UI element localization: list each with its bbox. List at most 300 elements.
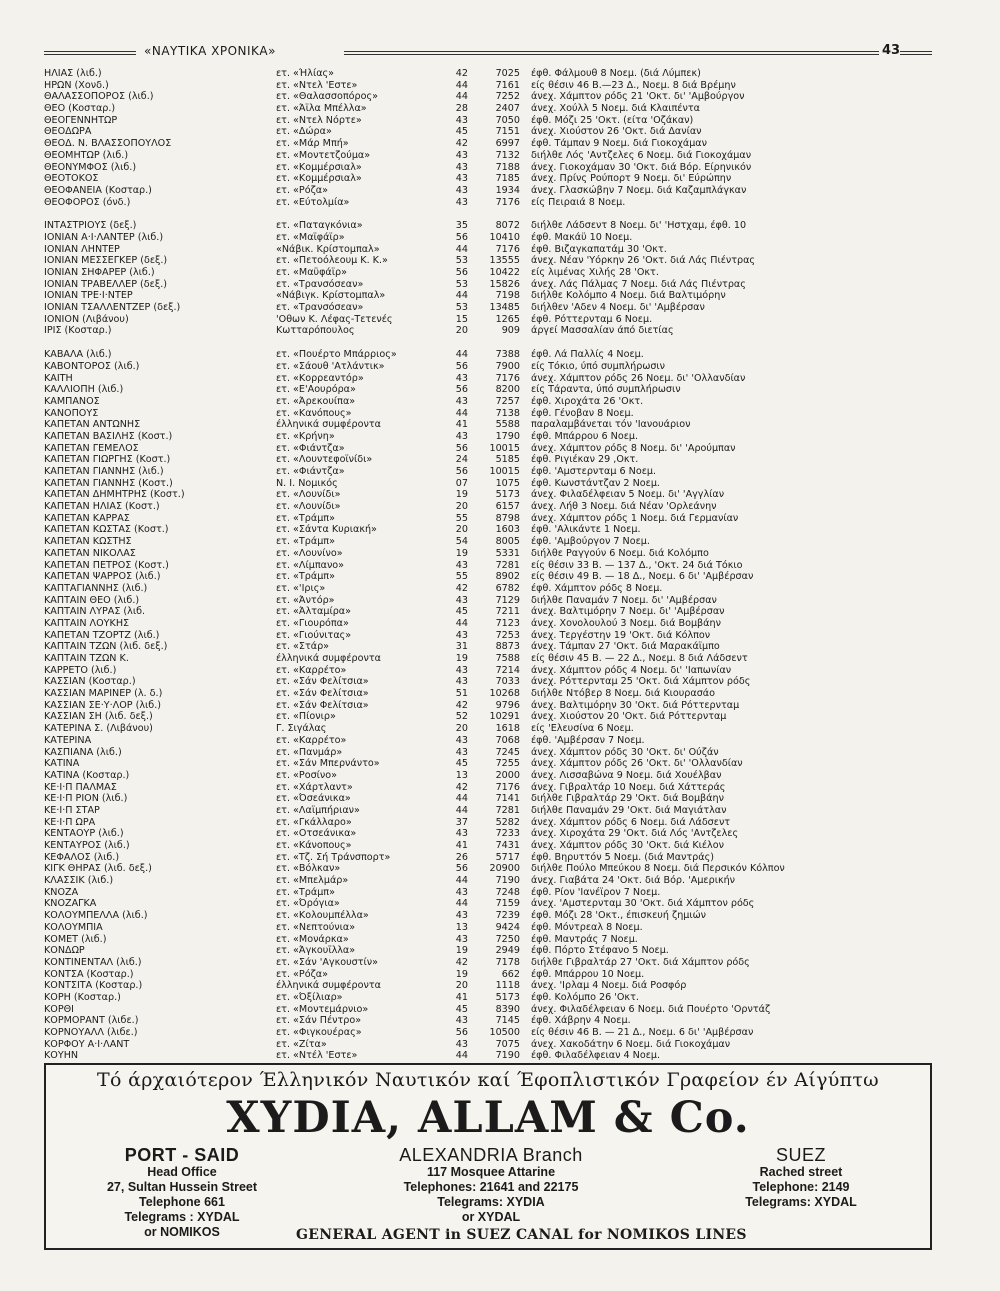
ship-name: ΘΕΟΔ. Ν. ΒΛΑΣΣΟΠΟΥΛΟΣ: [44, 138, 172, 150]
tonnage: 2949: [495, 945, 520, 957]
ship-row: [44, 255, 932, 267]
ship-name: ΚΑΡΡΕΤΟ (λιб.): [44, 664, 117, 676]
owner: ετ. «Μονάρκα»: [276, 933, 349, 945]
voyage-status: άνεχ. Λήθ 3 Νοεμ. διά Νέαν 'Ορλεάνην: [531, 501, 717, 513]
ship-name: ΚΑΠΕΤΑΝ ΓΙΑΝΝΗΣ (Κοστ.): [44, 477, 173, 489]
ship-row: [44, 244, 932, 256]
owner: ετ. «Γιουρόπα»: [276, 617, 349, 629]
tonnage: 7211: [495, 606, 520, 618]
voyage-status: έφθ. Μπάρρου 10 Νοεμ.: [531, 968, 645, 980]
build-year: 28: [455, 103, 468, 115]
ship-name: ΚΟΡΦΟΥ Α·Ι·ΛΑΝΤ: [44, 1038, 130, 1050]
build-year: 19: [455, 547, 468, 559]
owner: ετ. «Άγκουΐλλα»: [276, 945, 356, 957]
voyage-status: έφθ. Μόντρεαλ 8 Νοεμ.: [531, 921, 643, 933]
owner: ετ. «Σάν 'Αγκουστίν»: [276, 956, 379, 968]
voyage-status: άνεχ. Φιλαδέλφειαν 5 Νοεμ. δι' 'Αγγλίαν: [531, 489, 725, 501]
voyage-status: άνεχ. Χάμπτον ρόδς 26 Νοεμ. δι' 'Ολλανδίαν: [531, 372, 746, 384]
tonnage: 7075: [495, 1038, 520, 1050]
voyage-status: έφθ. Μόζι 28 'Οκτ., έπισκευή ζημιών: [531, 910, 707, 922]
ship-name: ΚΕ·Ι·Π ΡΙΟΝ (λιб.): [44, 793, 128, 805]
build-year: 43: [455, 676, 468, 688]
ship-name: ΚΑΠΕΤΑΝ ΔΗΜΗΤΡΗΣ (Κοστ.): [44, 489, 185, 501]
tonnage: 7176: [495, 243, 520, 255]
tonnage: 10410: [489, 231, 520, 243]
build-year: 20: [455, 325, 468, 337]
ship-name: ΘΕΟΦΟΡΟΣ (όνδ.): [44, 196, 131, 208]
owner: ετ. «Σάν Πέντρο»: [276, 1015, 362, 1027]
build-year: 45: [455, 606, 468, 618]
build-year: 54: [455, 536, 468, 548]
ship-name: ΚΑΠΕΤΑΝ ΝΙΚΟΛΑΣ: [44, 547, 136, 559]
tonnage: 10422: [489, 267, 520, 278]
build-year: 45: [455, 1003, 468, 1015]
owner: ετ. «Τράμπ»: [276, 571, 335, 583]
ship-name: ΚΑΜΠΑΝΟΣ: [44, 395, 100, 407]
ship-row: [44, 863, 932, 875]
build-year: 43: [455, 161, 468, 173]
ship-name: ΚΑΠΕΤΑΝ ΓΕΜΕΛΟΣ: [44, 442, 139, 454]
ship-row: [44, 630, 932, 642]
voyage-status: έφθ. Γένοβαν 8 Νοεμ.: [531, 407, 634, 419]
build-year: 53: [455, 278, 468, 290]
voyage-status: διήλθε Παναμάν 7 Νοεμ. δι' 'Αμβέρσαν: [531, 594, 717, 606]
ship-name: ΚΕ·Ι·Π ΣΤΑΡ: [44, 804, 100, 816]
tonnage: 6997: [495, 138, 520, 150]
ad-line: Telegrams: XYDIA: [437, 1195, 545, 1209]
owner: ετ. «Μπελμάρ»: [276, 875, 349, 887]
ship-row: [44, 361, 932, 373]
ship-name: ΚΝΟΖΑ: [44, 886, 79, 898]
owner: ετ. «Καρρέτο»: [276, 734, 347, 746]
tonnage: 5173: [495, 991, 520, 1003]
voyage-status: είς θέσιν 46 Β. — 21 Δ., Νοεμ. 6 δι' 'Αμβέρσαν: [531, 1027, 754, 1038]
voyage-status: είς 'Ελευσίνα 6 Νοεμ.: [531, 723, 634, 735]
ship-row: [44, 747, 932, 759]
tonnage: 7190: [495, 875, 520, 887]
ship-row: [44, 840, 932, 852]
owner: ετ. «Μοντεμάρνιο»: [276, 1003, 369, 1015]
ship-name: ΚΑΣΣΙΑΝ ΣΗ (λιб. δεξ.): [44, 711, 153, 723]
tonnage: 10268: [489, 688, 520, 700]
ship-row: [44, 887, 932, 899]
build-year: 56: [455, 466, 468, 477]
owner: ετ. «Μάρ Μπή»: [276, 138, 349, 150]
build-year: 44: [455, 79, 468, 91]
owner: Κωτταρόπουλος: [276, 325, 355, 337]
ship-row: [44, 431, 932, 443]
ad-alexandria-title: ALEXANDRIA Branch: [399, 1145, 583, 1165]
owner: ετ. «Λουνίνο»: [276, 547, 343, 559]
voyage-status: άνεχ. Χάμπτον ρόδς 26 'Οκτ. δι' 'Ολλανδίαν: [531, 758, 743, 770]
owner: ετ. «Ντελ Νόρτε»: [276, 114, 362, 126]
ship-name: ΚΑΠΕΤΑΝ ΚΩΣΤΗΣ: [44, 536, 132, 548]
ship-name: ΘΕΟΜΗΤΩΡ (λιб.): [44, 149, 129, 161]
voyage-status: είς θέσιν 46 Β.—23 Δ., Νοεμ. 8 διά Βρέμην: [531, 79, 736, 91]
owner: ετ. «Μαϋφάϊρ»: [276, 267, 347, 278]
voyage-status: έφθ. Μακάϋ 10 Νοεμ.: [531, 231, 633, 243]
owner: Ν. Ι. Νομικός: [276, 477, 338, 489]
tonnage: 7129: [495, 594, 520, 606]
voyage-status: έφθ. Φάλμουθ 8 Νοεμ. (διά Λύμπεκ): [531, 68, 701, 79]
ad-line: Telegrams : XYDAL: [124, 1210, 240, 1224]
build-year: 07: [455, 477, 468, 489]
ship-row: [44, 536, 932, 548]
ship-row: [44, 396, 932, 408]
voyage-status: διήλθε Γιβραλτάρ 29 'Οκτ. διά Βομβάην: [531, 793, 724, 805]
ship-name: ΚΑΤΙΝΑ: [44, 758, 80, 770]
ad-line: 27, Sultan Hussein Street: [106, 1180, 258, 1194]
tonnage: 7176: [495, 372, 520, 384]
tonnage: 10500: [489, 1027, 520, 1038]
ship-name: ΚΟΝΤΣΙΤΑ (Κοσταρ.): [44, 980, 143, 992]
ship-row: [44, 898, 932, 910]
ship-name: ΘΕΟΔΩΡΑ: [44, 126, 92, 138]
tonnage: 7245: [495, 746, 520, 758]
owner: 'Οθων Κ. Λέφας-Τετενές: [276, 313, 393, 325]
ship-name: ΘΕΟΤΟΚΟΣ: [44, 173, 99, 185]
tonnage: 7255: [495, 758, 520, 770]
build-year: 43: [455, 1038, 468, 1050]
ad-line: Telegrams: XYDAL: [745, 1195, 857, 1209]
tonnage: 7159: [495, 898, 520, 910]
tonnage: 7252: [495, 91, 520, 103]
voyage-status: άνεχ. Γιοκοχάμαν 30 'Οκτ. διά Βόρ. Είρηνικόν: [531, 161, 752, 173]
tonnage: 15826: [489, 278, 520, 290]
ship-row: [44, 524, 932, 536]
tonnage: 10015: [489, 442, 520, 454]
tonnage: 7388: [495, 349, 520, 361]
voyage-status: είς θέσιν 45 Β. — 22 Δ., Νοεμ. 8 διά Λάδσεντ: [531, 653, 748, 664]
owner: ετ. «Τρανσόσεαν»: [276, 278, 364, 290]
owner: ετ. «Πίονιρ»: [276, 711, 336, 723]
voyage-status: άνεχ. 'Αμστερνταμ 30 'Οκτ. διά Χάμπτον ρόδς: [531, 898, 755, 910]
tonnage: 7233: [495, 828, 520, 840]
voyage-status: έφθ. Μόζι 25 'Οκτ. (είτα 'Οζάκαν): [531, 114, 694, 126]
tonnage: 7138: [495, 407, 520, 419]
owner: ετ. «Κανόπους»: [276, 407, 352, 419]
owner: ετ. «Θαλασσοπόρος»: [276, 91, 378, 103]
voyage-status: έφθ. Χάβρην 4 Νοεμ.: [531, 1015, 631, 1027]
ship-name: ΚΟΡΝΟΥΑΛΛ (λιбε.): [44, 1027, 138, 1038]
tonnage: 7068: [495, 734, 520, 746]
owner: ετ. «Μοντετζούμα»: [276, 149, 371, 161]
build-year: 31: [455, 641, 468, 653]
ship-row: [44, 957, 932, 969]
ship-row: [44, 232, 932, 244]
voyage-status: άνεχ. Βαλτιμόρην 30 'Οκτ. διά Ρόττερνταμ: [531, 699, 740, 711]
voyage-status: διήλθε Λάδσεντ 8 Νοεμ. δι' 'Ηστχαμ, έφθ. 10: [531, 220, 747, 232]
ship-name: ΚΟΡΘΙ: [44, 1003, 75, 1015]
ship-row: [44, 723, 932, 735]
owner: ετ. «Φιάντζα»: [276, 442, 345, 454]
tonnage: 7214: [495, 664, 520, 676]
voyage-status: παραλαμβάνεται τόν 'Ιανουάριον: [531, 419, 691, 431]
voyage-status: είς θέσιν 33 Β. — 137 Δ., 'Οκτ. 24 διά Τόκιο: [531, 559, 743, 571]
owner: ετ. «Στάρ»: [276, 641, 330, 653]
ship-name: ΙΟΝΙΑΝ ΤΡΑΒΕΛΛΕΡ (δεξ.): [44, 278, 167, 290]
voyage-status: έφθ. Βηρυττόν 5 Νοεμ. (διά Μαντράς): [531, 851, 714, 863]
ship-name: ΘΕΟΓΕΝΝΗΤΩΡ: [44, 114, 118, 126]
build-year: 52: [455, 711, 468, 723]
voyage-status: διήλθε Γιβραλτάρ 27 'Οκτ. διά Χάμπτον ρόδς: [531, 956, 750, 968]
owner: ετ. «Σάν Φελίτσια»: [276, 699, 369, 711]
ship-row: [44, 68, 932, 80]
ship-row: [44, 302, 932, 314]
tonnage: 6157: [495, 501, 520, 513]
ship-name: ΚΑΠΕΤΑΝ ΓΙΑΝΝΗΣ (λιб.): [44, 466, 164, 477]
voyage-status: είς λιμένας Χιλής 28 'Οκτ.: [531, 267, 659, 278]
ship-row: [44, 138, 932, 150]
build-year: 44: [455, 91, 468, 103]
ship-name: ΚΑΠΕΤΑΝ ΨΑΡΡΟΣ (λιб.): [44, 571, 161, 583]
voyage-status: έφθ. 'Αμβούργον 7 Νοεμ.: [531, 536, 650, 548]
voyage-status: άργεί Μασσαλίαν άπό διετίας: [531, 325, 674, 337]
build-year: 43: [455, 828, 468, 840]
ad-line: or NOMIKOS: [144, 1225, 220, 1239]
build-year: 45: [455, 126, 468, 138]
voyage-status: έφθ. Μπάρρου 6 Νοεμ.: [531, 430, 639, 442]
owner: ετ. «Άντόρ»: [276, 594, 335, 606]
tonnage: 7050: [495, 114, 520, 126]
build-year: 19: [455, 968, 468, 980]
owner: «Νάβιγκ. Κρίστομπαλ»: [276, 290, 386, 302]
ad-tagline: Τό άρχαιότερον Έλληνικόν Ναυτικόν καί Έφοπλιστικόν Γραφείον έν Αίγύπτω: [97, 1069, 879, 1091]
owner: ετ. «Σάν Φελίτσια»: [276, 688, 369, 700]
voyage-status: έφθ. Ριγιέκαν 29 ,Οκτ.: [531, 454, 639, 466]
voyage-status: άνεχ. Τάμπαν 27 'Οκτ. διά Μαρακάϊμπο: [531, 641, 720, 653]
voyage-status: άνεχ. Χάμπτον ρόδς 8 Νοεμ. δι' 'Αρούμπαν: [531, 442, 736, 454]
tonnage: 7198: [495, 290, 520, 302]
voyage-status: έφθ. Χάμπτον ρόδς 8 Νοεμ.: [531, 582, 663, 594]
ship-row: [44, 934, 932, 946]
voyage-status: άνεχ. Χιροχάτα 29 'Οκτ. διά Λός 'Αντζελες: [531, 828, 739, 840]
ship-row: [44, 1027, 932, 1039]
tonnage: 7190: [495, 1050, 520, 1062]
build-year: 43: [455, 559, 468, 571]
owner: Γ. Σιγάλας: [276, 723, 327, 735]
ship-row: [44, 700, 932, 712]
ad-suez: [706, 1145, 896, 1210]
voyage-status: άνεχ. Χάμπτον ρόδς 6 Νοεμ. διά Λάδσεντ: [531, 816, 731, 828]
build-year: 42: [455, 781, 468, 793]
tonnage: 7185: [495, 173, 520, 185]
owner: ετ. «Παταγκόνια»: [276, 220, 363, 232]
owner: ετ. «Τράμπ»: [276, 536, 335, 548]
build-year: 41: [455, 419, 468, 431]
ship-name: ΚΑΣΣΙΑΝ ΣΕ·Υ·ΛΟΡ (λιб.): [44, 699, 162, 711]
build-year: 26: [455, 851, 468, 863]
owner: ετ. «Άλταμίρα»: [276, 606, 351, 618]
tonnage: 7281: [495, 559, 520, 571]
tonnage: 7176: [495, 196, 520, 208]
ad-suez-title: SUEZ: [775, 1145, 826, 1165]
ship-name: ΚΕΝΤΑΟΥΡ (λιб.): [44, 828, 124, 840]
owner: ετ. «Λουνίδι»: [276, 501, 341, 513]
ship-row: [44, 922, 932, 934]
build-year: 15: [455, 313, 468, 325]
tonnage: 7123: [495, 617, 520, 629]
voyage-status: άνεχ. Γιαβάτα 24 'Οκτ. διά Βόρ. 'Αμερικήν: [531, 875, 736, 887]
tonnage: 13485: [489, 302, 520, 314]
voyage-status: διήλθε Ντόβερ 8 Νοεμ. διά Κιουρασάο: [531, 688, 715, 700]
tonnage: 7141: [495, 793, 520, 805]
tonnage: 7248: [495, 886, 520, 898]
owner: ετ. «Γκάλλαρο»: [276, 816, 352, 828]
ship-row: [44, 817, 932, 829]
voyage-status: άνεχ. Λάς Πάλμας 7 Νοεμ. διά Λάς Πιέντρας: [531, 278, 746, 290]
tonnage: 13555: [489, 255, 520, 267]
build-year: 43: [455, 664, 468, 676]
tonnage: 7431: [495, 840, 520, 851]
voyage-status: άνεχ. Πρίνς Ρούπορτ 9 Νοεμ. δι' Εύρώπην: [531, 173, 732, 185]
owner: ετ. «Κομμέρσιαλ»: [276, 173, 362, 185]
voyage-status: διήλθε Λός 'Αντζελες 6 Νοεμ. διά Γιοκοχάμαν: [531, 149, 752, 161]
owner: ετ. «Τράμπ»: [276, 512, 335, 524]
tonnage: 1618: [495, 723, 520, 735]
owner: «Νάβικ. Κρίστομπαλ»: [276, 243, 380, 255]
build-year: 41: [455, 991, 468, 1003]
ship-name: ΚΑΠΕΤΑΝ ΓΙΩΡΓΗΣ (Κοστ.): [44, 454, 171, 466]
voyage-status: έφθ. Φιλαδέλφειαν 4 Νοεμ.: [531, 1050, 661, 1062]
tonnage: 9424: [495, 921, 520, 933]
voyage-status: διήλθε Κολόμπο 4 Νοεμ. διά Βαλτιμόρην: [531, 290, 726, 302]
tonnage: 1075: [495, 477, 520, 489]
ship-name: ΚΑΠΕΤΑΝ ΚΑΡΡΑΣ: [44, 512, 130, 524]
build-year: 56: [455, 360, 468, 372]
build-year: 43: [455, 114, 468, 126]
ship-name: ΚΟΛΟΥΜΠΙΑ: [44, 921, 103, 933]
voyage-status: έφθ. Πόρτο Στέφανο 5 Νοεμ.: [531, 945, 669, 957]
ship-name: ΚΟΝΤΣΑ (Κοσταρ.): [44, 968, 134, 980]
build-year: 44: [455, 804, 468, 816]
ad-brand: XYDIA, ALLAM & Co.: [226, 1093, 750, 1143]
ad-port-said: [82, 1145, 282, 1240]
tonnage: 9796: [495, 699, 520, 711]
owner: έλληνικά συμφέροντα: [276, 980, 381, 992]
voyage-status: άνεχ. Χιούστον 20 'Οκτ. διά Ρόττερνταμ: [531, 711, 727, 723]
voyage-status: άνεχ. Νέαν 'Υόρκην 26 'Οκτ. διά Λάς Πιέντρας: [531, 255, 756, 267]
build-year: 44: [455, 1050, 468, 1062]
build-year: 56: [455, 384, 468, 396]
ship-name: ΚΕΦΑΛΟΣ (λιб.): [44, 851, 120, 863]
build-year: 43: [455, 594, 468, 606]
build-year: 43: [455, 746, 468, 758]
ad-line: Telephone 661: [139, 1195, 225, 1209]
owner: ετ. «Λουντεφοϊνίδι»: [276, 454, 373, 466]
ship-name: ΚΑΠΤΑΙΝ ΤΖΩΝ (λιб. δεξ.): [44, 641, 168, 653]
advertisement: [44, 1063, 932, 1250]
build-year: 43: [455, 886, 468, 898]
build-year: 20: [455, 723, 468, 735]
ship-name: ΚΑΠΤΑΙΝ ΘΕΟ (λιб.): [44, 594, 140, 606]
voyage-status: διήλθεν 'Αδεν 4 Νοεμ. δι' 'Αμβέρσαν: [531, 302, 705, 314]
ship-row: [44, 875, 932, 887]
build-year: 24: [455, 454, 468, 466]
build-year: 42: [455, 956, 468, 968]
voyage-status: άνεχ. Χιούστον 26 'Οκτ. διά Δανίαν: [531, 126, 702, 138]
owner: ετ. «Άρεκουίπα»: [276, 395, 356, 407]
build-year: 44: [455, 898, 468, 910]
voyage-status: διήλθε Ραγγούν 6 Νοεμ. διά Κολόμπο: [531, 547, 709, 559]
tonnage: 10291: [489, 711, 520, 723]
ship-name: ΚΑΠΕΤΑΝ ΗΛΙΑΣ (Κοστ.): [44, 501, 160, 513]
ship-name: ΚΑΣΣΙΑΝ (Κοσταρ.): [44, 676, 136, 688]
ship-name: ΚΟΛΟΥΜΠΕΛΛΑ (λιб.): [44, 910, 148, 922]
ship-row: [44, 91, 932, 103]
tonnage: 8390: [495, 1003, 520, 1015]
owner: ετ. «Τρανσόσεαν»: [276, 302, 364, 314]
ad-line: Telephones: 21641 and 22175: [403, 1180, 579, 1194]
ship-name: ΚΑΒΑΛΑ (λιб.): [44, 349, 112, 361]
ship-row: [44, 279, 932, 291]
ship-row: [44, 314, 932, 326]
ship-row: [44, 910, 932, 922]
tonnage: 7257: [495, 395, 520, 407]
ship-name: ΙΟΝΙΑΝ ΣΗΦΑΡΕΡ (λιб.): [44, 267, 155, 278]
tonnage: 7250: [495, 933, 520, 945]
ad-port-said-title: PORT - SAID: [124, 1145, 240, 1165]
voyage-status: έφθ. Τάμπαν 9 Νοεμ. διά Γιοκοχάμαν: [531, 138, 707, 150]
voyage-status: έφθ. 'Αλικάντε 1 Νοεμ.: [531, 524, 641, 536]
voyage-status: άνεχ. Γιβραλτάρ 10 Νοεμ. διά Χάττεράς: [531, 781, 726, 793]
ship-name: ΚΟΥΗΝ: [44, 1050, 79, 1062]
header-rule-left: [44, 51, 136, 55]
voyage-status: έφθ. 'Αμστερνταμ 6 Νοεμ.: [531, 466, 657, 477]
ship-name: ΘΕΟΦΑΝΕΙΑ (Κοσταρ.): [44, 184, 152, 196]
owner: ετ. «Εύτολμία»: [276, 196, 350, 208]
ship-name: ΚΑΤΕΡΙΝΑ: [44, 734, 92, 746]
ship-row: [44, 220, 932, 232]
tonnage: 7178: [495, 956, 520, 968]
build-year: 43: [455, 395, 468, 407]
owner: ετ. «Τζ. Σή Τράνσπορτ»: [276, 851, 391, 863]
voyage-status: έφθ. Κωνστάντζαν 2 Νοεμ.: [531, 477, 660, 489]
ship-row: [44, 711, 932, 723]
ship-row: [44, 770, 932, 782]
ship-row: [44, 1015, 932, 1027]
build-year: 56: [455, 1027, 468, 1038]
ship-row: [44, 548, 932, 560]
voyage-status: άνεχ. Χονολουλού 3 Νοεμ. διά Βομβάην: [531, 617, 721, 629]
tonnage: 8798: [495, 512, 520, 524]
ship-name: ΚΑΒΟΝΤΟΡΟΣ (λιб.): [44, 360, 140, 372]
ship-name: ΙΟΝΙΑΝ ΜΕΣΣΕΓΚΕΡ (δεξ.): [44, 255, 168, 267]
ship-row: [44, 478, 932, 490]
ship-name: ΘΑΛΑΣΣΟΠΟΡΟΣ (λιб.): [44, 91, 154, 103]
tonnage: 7239: [495, 910, 520, 922]
ship-name: ΗΛΙΑΣ (λιб.): [44, 68, 102, 79]
ad-line: or XYDAL: [461, 1210, 521, 1224]
tonnage: 7188: [495, 161, 520, 173]
build-year: 43: [455, 173, 468, 185]
voyage-status: είς Τόκιο, ύπό συμπλήρωσιν: [531, 360, 666, 372]
ship-name: ΚΕ·Ι·Π ΩΡΑ: [44, 816, 96, 828]
build-year: 55: [455, 571, 468, 583]
ship-row: [44, 793, 932, 805]
ship-row: [44, 185, 932, 197]
voyage-status: έφθ. Κολόμπο 26 'Οκτ.: [531, 991, 639, 1003]
build-year: 43: [455, 149, 468, 161]
ship-name: ΗΡΩΝ (Χονδ.): [44, 79, 109, 91]
build-year: 19: [455, 489, 468, 501]
voyage-status: άνεχ. 'Ιρλαμ 4 Νοεμ. διά Ροσφόρ: [531, 980, 687, 992]
owner: ετ. «Κολουμπέλλα»: [276, 910, 369, 922]
owner: ετ. «Κάνοπους»: [276, 840, 352, 851]
ship-name: ΙΟΝΙΑΝ Α·Ι·ΛΑΝΤΕΡ (λιб.): [44, 231, 164, 243]
owner: ετ. «Λίμπανο»: [276, 559, 345, 571]
tonnage: 2000: [495, 769, 520, 781]
